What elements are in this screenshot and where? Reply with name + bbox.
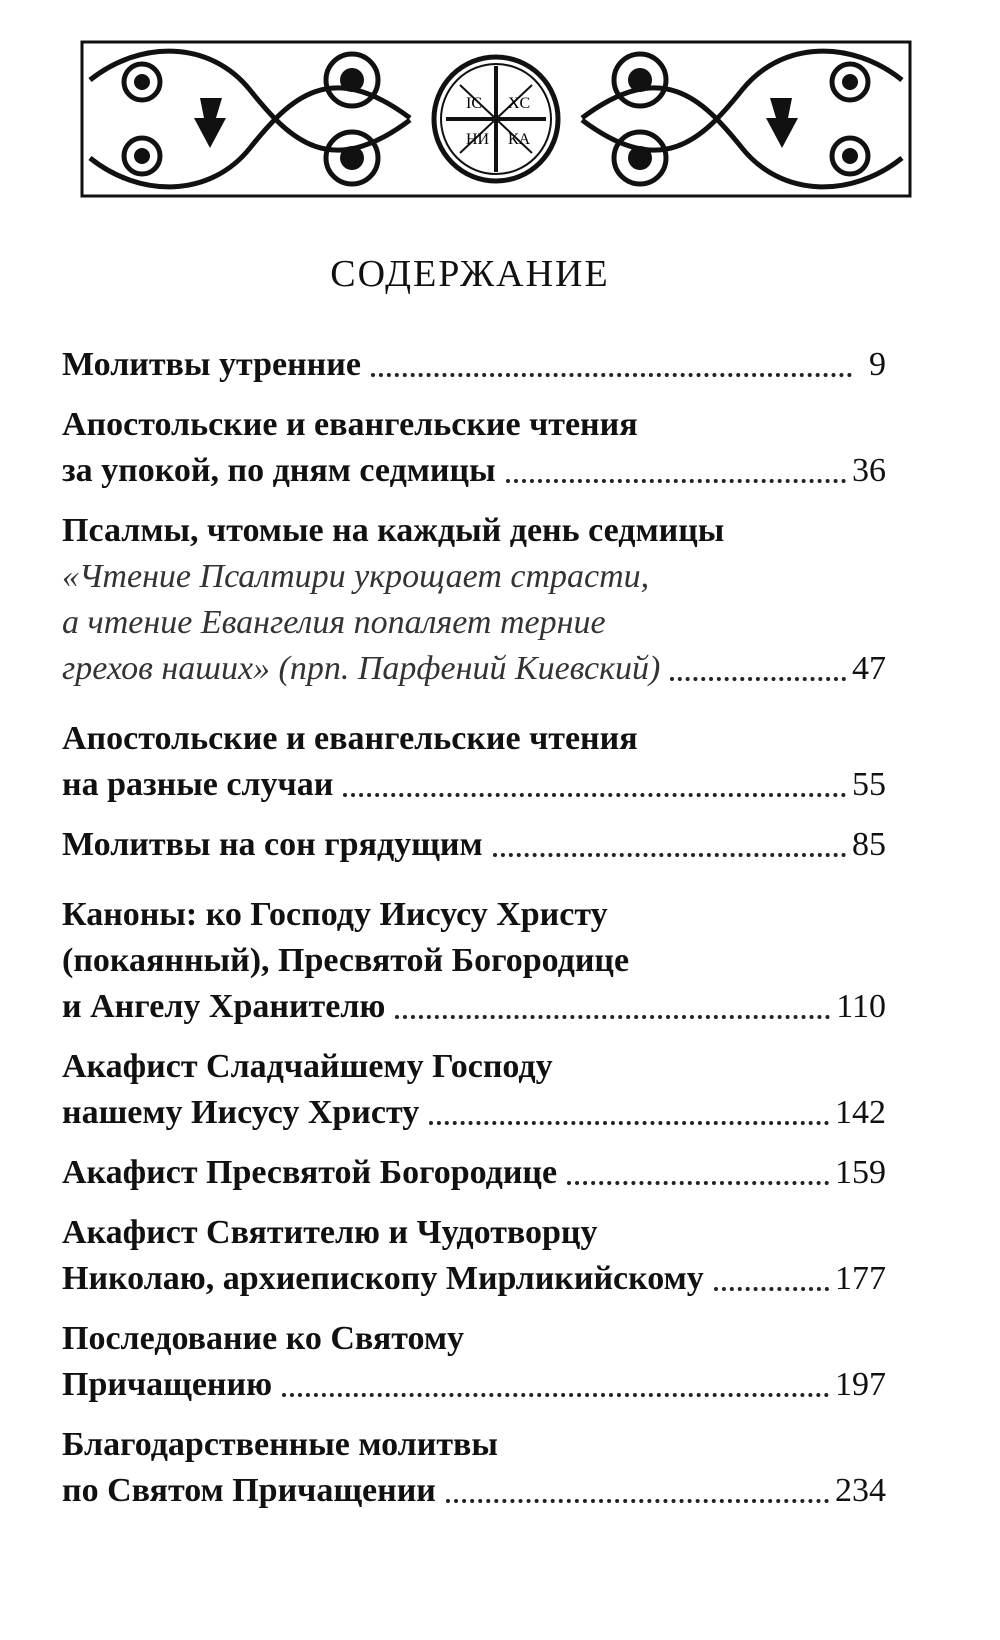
svg-text:XC: XC [508,95,531,112]
toc-entry[interactable] [62,1210,886,1302]
dot-leader [371,373,852,377]
ornamental-headpiece [80,40,912,198]
toc-entry-title-line: на разные случаи [62,766,334,803]
toc-entry-row [62,1256,886,1302]
page-number: 234 [835,1472,886,1509]
toc-entry-title-line: Апостольские и евангельские чтения [62,406,638,443]
dot-leader [395,1015,830,1019]
toc-entry-title-line: Каноны: ко Господу Иисусу Христу [62,896,608,933]
dot-leader [567,1181,829,1185]
dot-leader [446,1499,829,1503]
toc-entry-title-line: Благодарственные молитвы [62,1426,498,1463]
toc-entry-title-line: Акафист Сладчайшему Господу [62,1048,553,1085]
toc-entry[interactable] [62,1422,886,1514]
toc-entry-title-line: Псалмы, чтомые на каждый день седмицы [62,512,725,549]
page-number: 47 [852,650,886,687]
toc-entry-row [62,1090,886,1136]
toc-entry-title-line: Николаю, архиепископу Мирликийскому [62,1260,704,1297]
page-number: 110 [836,988,886,1025]
toc-entry-note: «Чтение Псалтири укрощает страсти, [62,558,650,595]
toc-entry[interactable] [62,892,886,1030]
toc-entry[interactable] [62,1316,886,1408]
svg-text:НИ: НИ [466,131,490,148]
toc-entry-title-line: и Ангелу Хранителю [62,988,386,1025]
toc-entry-row [62,1468,886,1514]
toc-entry-title-line: Последование ко Святому [62,1320,465,1357]
toc-entry-title-line: Акафист Пресвятой Богородице [62,1154,558,1191]
toc-entry[interactable] [62,1044,886,1136]
dot-leader [343,793,846,797]
toc-entry-row [62,984,886,1030]
page-number: 36 [852,452,886,489]
page-number: 159 [835,1154,886,1191]
page-title: СОДЕРЖАНИЕ [330,253,610,295]
toc-entry-title-line: за упокой, по дням седмицы [62,452,496,489]
dot-leader [670,677,846,681]
toc-entry[interactable] [62,1150,886,1196]
toc-entry-row [62,822,886,868]
chi-rho-medallion [434,57,558,181]
dot-leader [714,1287,829,1291]
toc-entry[interactable] [62,402,886,494]
toc-entry-title-line: Молитвы на сон грядущим [62,826,483,863]
toc-entry[interactable] [62,716,886,808]
toc-entry-title-line: Молитвы утренние [62,346,361,383]
toc-entry[interactable] [62,342,886,388]
page-number: 85 [852,826,886,863]
toc-entry-row [62,448,886,494]
toc-entry-title-line: нашему Иисусу Христу [62,1094,420,1131]
toc-entry-note: а чтение Евангелия попаляет терние [62,604,606,641]
toc-entry-row [62,762,886,808]
svg-text:КА: КА [508,131,531,148]
page-number: 197 [835,1366,886,1403]
svg-text:IC: IC [466,95,482,112]
toc-entry-title-line: Акафист Святителю и Чудотворцу [62,1214,598,1251]
toc-entry[interactable] [62,822,886,868]
table-of-contents [62,342,886,1528]
dot-leader [493,853,846,857]
toc-entry-title-line: по Святом Причащении [62,1472,436,1509]
page-number: 55 [852,766,886,803]
toc-entry-title-line: Апостольские и евангельские чтения [62,720,638,757]
toc-entry[interactable] [62,508,886,692]
toc-entry-row [62,342,886,388]
page-number: 9 [869,346,886,383]
dot-leader [282,1393,829,1397]
toc-entry-row [62,1150,886,1196]
page-number: 177 [835,1260,886,1297]
toc-entry-row [62,1362,886,1408]
toc-entry-note: грехов наших» (прп. Парфений Киевский) [62,650,661,687]
toc-entry-title-line: (покаянный), Пресвятой Богородице [62,942,630,979]
toc-entry-title-line: Причащению [62,1366,273,1403]
dot-leader [506,479,846,483]
toc-entry-row [62,646,886,692]
dot-leader [429,1121,829,1125]
page-number: 142 [835,1094,886,1131]
